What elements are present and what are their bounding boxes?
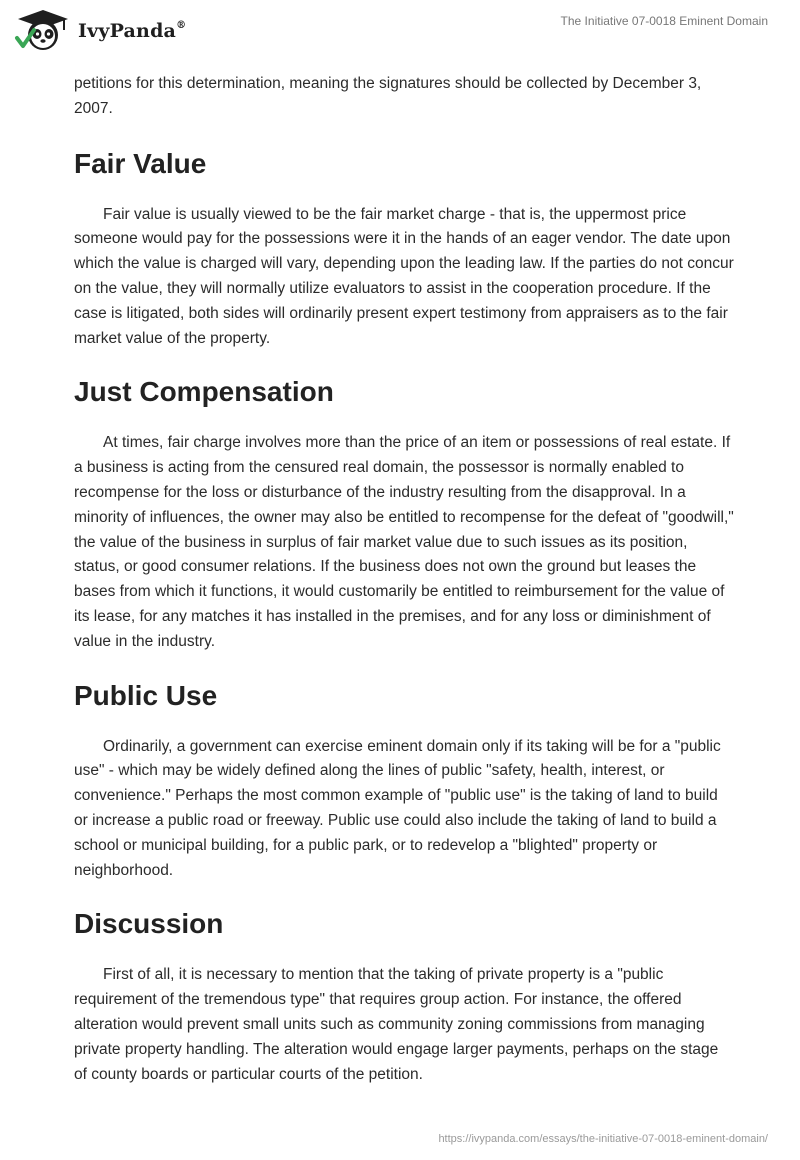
brand-logo[interactable] xyxy=(14,8,186,54)
section-paragraph-public-use: Ordinarily, a government can exercise eminent domain only if its taking will be for a "public use" - which may be widely defined along the lines of public "safety, health, interest, or convenience." Perhaps the most common example of "public use" is the taking of land to build or increase a public road or freeway. Public use could also include the taking of land to build a school or municipal building, for a public park, or to redevelop a "blighted" property or neighborhood. xyxy=(74,737,721,879)
section-paragraph-just-compensation: At times, fair charge involves more than the price of an item or possessions of real estate. If a business is acting from the censured real domain, the possessor is normally enabled to recompense for the loss or disturbance of the industry resulting from the disapproval. In a minority of influences, the owner may also be entitled to recompense for the defeat of "goodwill," the value of the business in surplus of fair market value due to such issues as its position, status, or good consumer relations. If the business does not own the ground but leases the bases from which it functions, it would customarily be entitled to reimbursement for the value of its lease, for any matches it has installed in the premises, and for any loss or diminishment of value in the industry. xyxy=(74,434,734,650)
page-header xyxy=(0,0,800,64)
document-title: The Initiative 07-0018 Eminent Domain xyxy=(560,14,768,28)
section-heading-fair-value: Fair Value xyxy=(74,147,207,179)
intro-paragraph: petitions for this determination, meaning the signatures should be collected by December 3, 2007. xyxy=(74,75,702,117)
section-paragraph-discussion: First of all, it is necessary to mention that the taking of private property is a "public requirement of the tremendous type" that requires group action. For instance, the offered alteration would prevent small units such as community zoning commissions from managing private property handling. The alteration would engage larger payments, perhaps on the stage of county boards or particular courts of the petition. xyxy=(74,966,719,1083)
section-heading-public-use: Public Use xyxy=(74,679,218,711)
article-body xyxy=(74,72,734,1087)
section-paragraph-fair-value: Fair value is usually viewed to be the fair market charge - that is, the uppermost price someone would pay for the possessions were it in the hands of an eager vendor. The date upon which the value is charged will vary, depending upon the leading law. If the parties do not concur on the value, they will normally utilize evaluators to assist in the cooperation procedure. If the case is litigated, both sides will ordinarily present expert testimony from appraisers as to the fair market value of the property. xyxy=(74,205,734,347)
brand-name: IvyPanda® xyxy=(78,19,187,42)
section-heading-discussion: Discussion xyxy=(74,908,224,940)
panda-graduation-icon xyxy=(14,8,72,54)
source-url-link[interactable]: https://ivypanda.com/essays/the-initiative-07-0018-eminent-domain/ xyxy=(438,1133,768,1145)
section-heading-just-compensation: Just Compensation xyxy=(74,376,334,408)
